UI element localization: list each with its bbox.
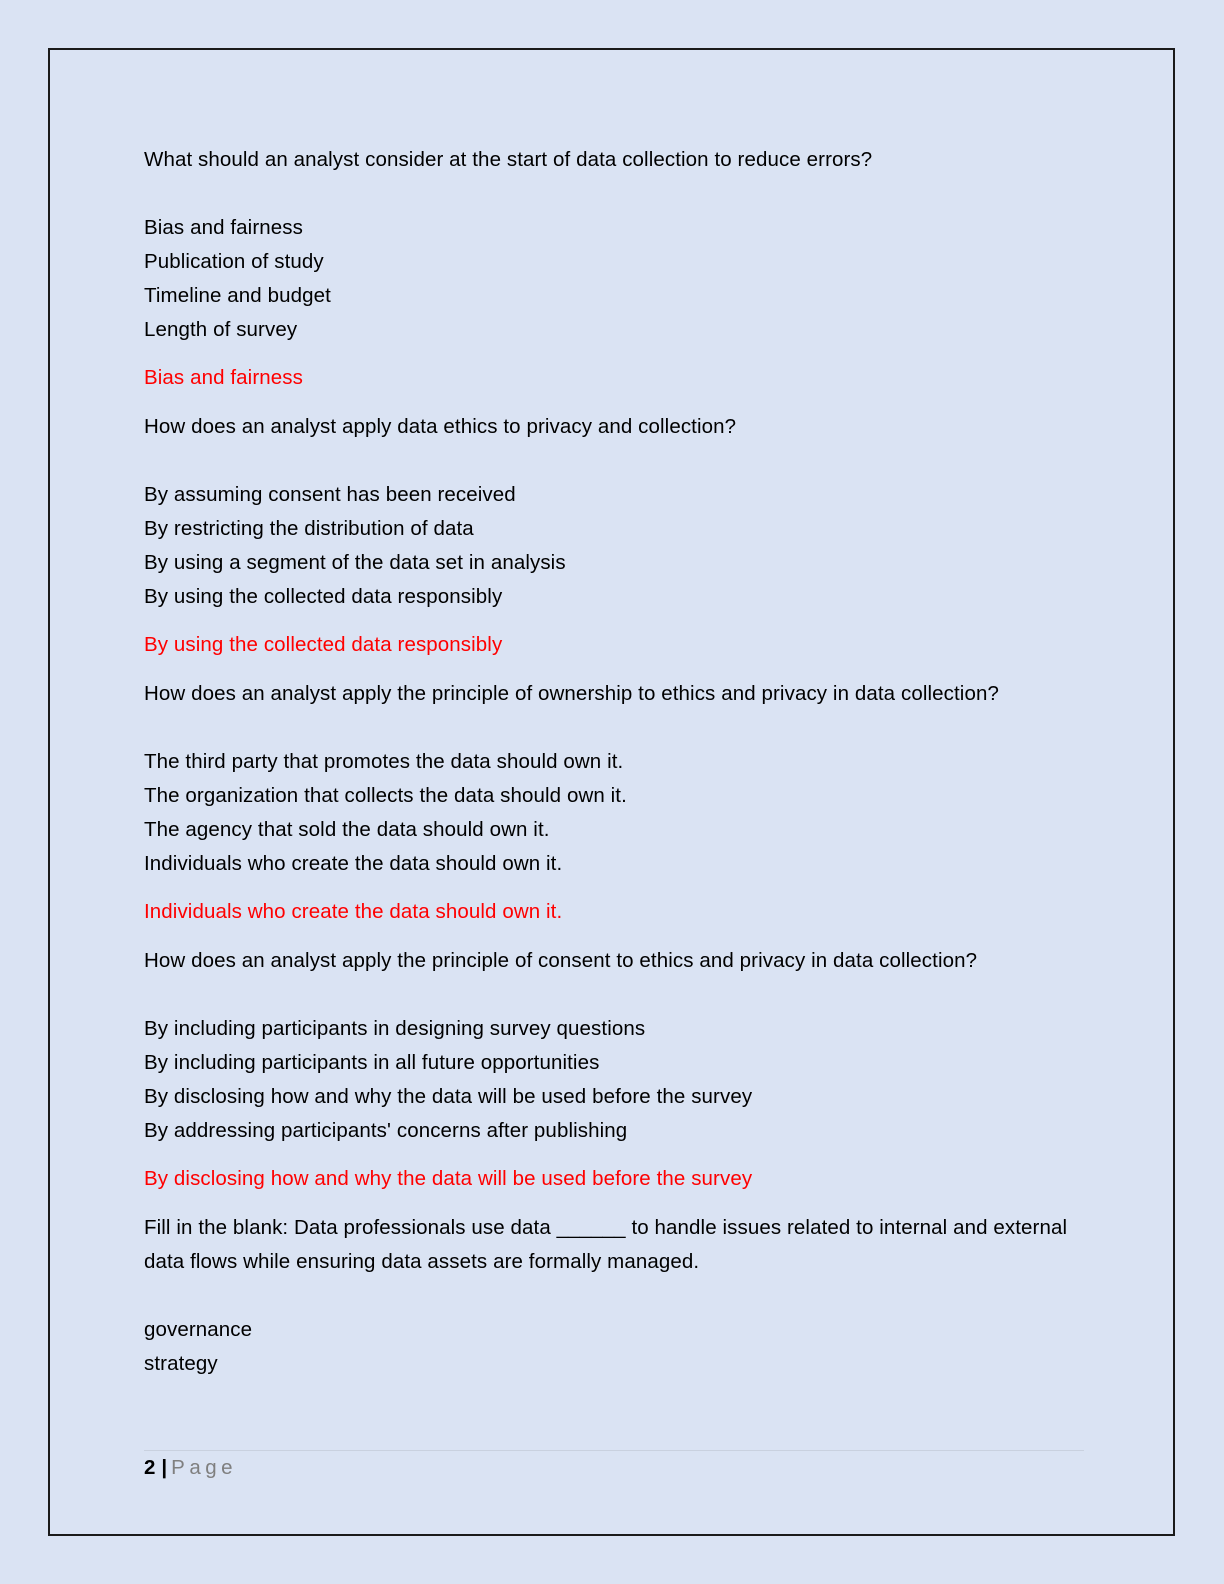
question-text: How does an analyst apply the principle of consent to ethics and privacy in data collection? xyxy=(144,949,978,972)
option-item: By assuming consent has been received xyxy=(144,483,516,506)
option-item: By disclosing how and why the data will be used before the survey xyxy=(144,1085,753,1108)
option-item: The agency that sold the data should own it. xyxy=(144,818,550,841)
footer-divider xyxy=(144,1450,1084,1451)
options-list xyxy=(144,1313,1084,1381)
question-text: What should an analyst consider at the start of data collection to reduce errors? xyxy=(144,148,873,171)
option-item: Bias and fairness xyxy=(144,216,303,239)
question-text: How does an analyst apply data ethics to privacy and collection? xyxy=(144,415,737,438)
option-item: Timeline and budget xyxy=(144,284,331,307)
page-number: 2 xyxy=(144,1456,156,1479)
answer-text: Bias and fairness xyxy=(144,366,303,389)
footer-separator: | xyxy=(161,1456,168,1479)
answer-text: Individuals who create the data should own it. xyxy=(144,900,563,923)
document-body xyxy=(144,143,1084,1381)
option-item: By addressing participants' concerns after publishing xyxy=(144,1119,628,1142)
question-text: Fill in the blank: Data professionals use data ______ to handle issues related to internal and external data flows while ensuring data assets are formally managed. xyxy=(144,1216,1068,1273)
option-item: Length of survey xyxy=(144,318,298,341)
option-item: governance xyxy=(144,1318,253,1341)
page-footer xyxy=(144,1454,237,1482)
question-block-1 xyxy=(144,143,1084,395)
question-block-5 xyxy=(144,1211,1084,1381)
option-item: By using a segment of the data set in analysis xyxy=(144,551,566,574)
option-item: By using the collected data responsibly xyxy=(144,585,503,608)
option-item: By including participants in all future opportunities xyxy=(144,1051,600,1074)
option-item: Individuals who create the data should own it. xyxy=(144,852,563,875)
option-item: strategy xyxy=(144,1352,218,1375)
option-item: Publication of study xyxy=(144,250,324,273)
options-list xyxy=(144,211,1084,347)
option-item: By restricting the distribution of data xyxy=(144,517,474,540)
question-block-2 xyxy=(144,410,1084,662)
option-item: The third party that promotes the data should own it. xyxy=(144,750,624,773)
question-text: How does an analyst apply the principle of ownership to ethics and privacy in data collection? xyxy=(144,682,999,705)
answer-text: By using the collected data responsibly xyxy=(144,633,503,656)
option-item: The organization that collects the data should own it. xyxy=(144,784,627,807)
option-item: By including participants in designing survey questions xyxy=(144,1017,646,1040)
options-list xyxy=(144,478,1084,614)
options-list xyxy=(144,1012,1084,1148)
question-block-4 xyxy=(144,944,1084,1196)
question-block-3 xyxy=(144,677,1084,929)
answer-text: By disclosing how and why the data will be used before the survey xyxy=(144,1167,753,1190)
page-label: Page xyxy=(171,1456,238,1479)
options-list xyxy=(144,745,1084,881)
